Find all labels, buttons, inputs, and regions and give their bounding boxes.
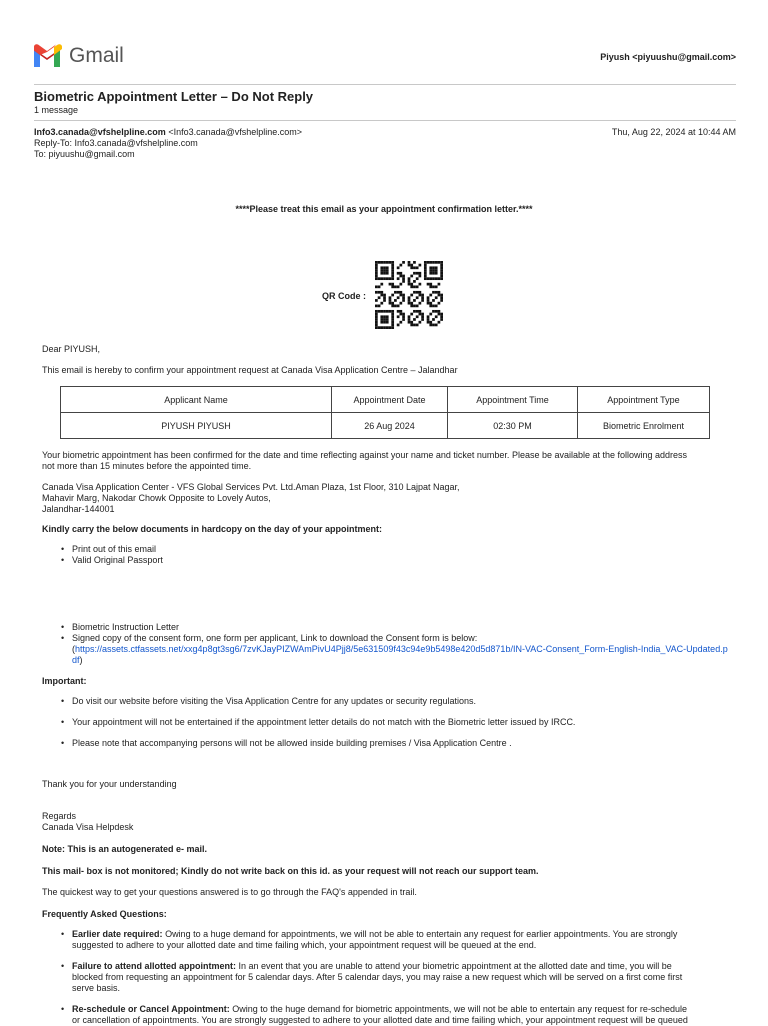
vac-address: [42, 482, 460, 515]
address-line: Canada Visa Application Center - VFS Global Services Pvt. Ltd.Aman Plaza, 1st Floor, 310 Lajpat Nagar,: [42, 482, 460, 492]
sender-address: <Info3.canada@vfshelpline.com>: [168, 127, 303, 137]
list-item: • Signed copy of the consent form, one form per applicant, Link to download the Consent form is below: (https://assets.ctfassets.net/xxg4p8gt3sg6/7zvKJayPIZWAmPivU4Pjj8/5e631509f43c94e9b5498e420d5d871b/IN-VAC-Consent_Form-English-India_VAC-Updated.pdf): [42, 633, 732, 666]
faq-title: Earlier date required:: [72, 929, 163, 939]
confirmation-text: [42, 450, 687, 472]
list-item: • Please note that accompanying persons will not be allowed inside building premises / Visa Application Centre .: [42, 738, 732, 749]
autogenerated-note: Note: This is an autogenerated e- mail.: [42, 844, 208, 854]
gmail-logo-icon: [32, 44, 62, 67]
important-list: [42, 696, 732, 749]
faq-heading: Frequently Asked Questions:: [42, 909, 167, 919]
table-header-row: [61, 387, 710, 413]
account-info: Piyush <piyuushu@gmail.com>: [600, 52, 736, 62]
sender-line: [34, 127, 302, 138]
address-line: Jalandhar-144001: [42, 504, 115, 514]
mailbox-note: This mail- box is not monitored; Kindly do not write back on this id. as your request will not reach our support team.: [42, 866, 539, 876]
address-line: Mahavir Marg, Nakodar Chowk Opposite to Lovely Autos,: [42, 493, 271, 503]
appointment-table: [60, 386, 710, 439]
helpdesk-name: Canada Visa Helpdesk: [42, 822, 134, 832]
consent-form-text: Signed copy of the consent form, one form per applicant, Link to download the Consent form is below:: [72, 633, 478, 643]
appointment-date-cell: 26 Aug 2024: [332, 413, 448, 439]
faq-item: • Earlier date required: Owing to a huge demand for appointments, we will not be able to entertain any request for earlier appointments. You are strongly suggested to adhere to your allotted date and time failing which, your appointment request will be queued at the end.: [42, 929, 732, 951]
applicant-name-cell: PIYUSH PIYUSH: [61, 413, 332, 439]
table-header: Appointment Type: [578, 387, 710, 413]
list-item: • Biometric Instruction Letter: [42, 622, 732, 633]
faq-intro: The quickest way to get your questions answered is to go through the FAQ's appended in trail.: [42, 887, 417, 897]
documents-heading: Kindly carry the below documents in hardcopy on the day of your appointment:: [42, 524, 383, 534]
faq-item: • Failure to attend allotted appointment: In an event that you are unable to attend your biometric appointment at the allotted date and time, you will be blocked from requesting an appointment for 5 calendar days. After 5 calendar days, you may raise a new request which will be served on a first come first serve basis.: [42, 961, 732, 994]
email-subject: Biometric Appointment Letter – Do Not Reply: [34, 89, 314, 104]
subject-divider: [34, 120, 736, 121]
email-date: Thu, Aug 22, 2024 at 10:44 AM: [611, 127, 736, 137]
header-divider: [34, 84, 736, 85]
documents-list: [42, 544, 163, 566]
table-header: Appointment Date: [332, 387, 448, 413]
qr-label: QR Code :: [322, 291, 366, 301]
consent-form-link[interactable]: https://assets.ctfassets.net/xxg4p8gt3sg6/7zvKJayPIZWAmPivU4Pjj8/5e631509f43c94e9b5498e420d5d871b/IN-VAC-Consent_Form-English-India_VAC-Updated.pdf: [72, 644, 728, 665]
table-row: [61, 413, 710, 439]
list-item: • Your appointment will not be entertained if the appointment letter details do not match with the Biometric letter issued by IRCC.: [42, 717, 732, 728]
message-count: 1 message: [34, 105, 79, 115]
important-heading: Important:: [42, 676, 87, 686]
gmail-brand-text: Gmail: [69, 44, 124, 67]
regards-text: Regards: [42, 811, 77, 821]
table-header: Appointment Time: [448, 387, 578, 413]
gmail-logo[interactable]: [32, 43, 132, 69]
confirmation-notice: ****Please treat this email as your appointment confirmation letter.****: [235, 204, 533, 214]
sender-name[interactable]: Info3.canada@vfshelpline.com: [34, 127, 166, 137]
list-item: • Valid Original Passport: [42, 555, 163, 566]
faq-list: [42, 929, 732, 1026]
signature: [42, 811, 133, 833]
faq-item: • Re-schedule or Cancel Appointment: Owing to the huge demand for biometric appointments, we will not be able to entertain any request for re-schedule or cancellation of appointments. You are strongly suggested to adhere to your allotted date and time failing which, your appointment request will be queued: [42, 1004, 732, 1026]
reply-to: Reply-To: Info3.canada@vfshelpline.com: [34, 138, 198, 148]
qr-code-image: [375, 261, 443, 329]
thanks-text: Thank you for your understanding: [42, 779, 177, 789]
table-header: Applicant Name: [61, 387, 332, 413]
confirmation-line: not more than 15 minutes before the appointed time.: [42, 461, 252, 471]
list-item: • Do visit our website before visiting the Visa Application Centre for any updates or security regulations.: [42, 696, 732, 707]
appointment-time-cell: 02:30 PM: [448, 413, 578, 439]
recipient: To: piyuushu@gmail.com: [34, 149, 135, 159]
appointment-type-cell: Biometric Enrolment: [578, 413, 710, 439]
intro-text: This email is hereby to confirm your appointment request at Canada Visa Application Centre – Jalandhar: [42, 365, 458, 375]
list-item: • Print out of this email: [42, 544, 163, 555]
documents-list-continued: [42, 622, 732, 666]
greeting: Dear PIYUSH,: [42, 344, 101, 354]
faq-title: Re-schedule or Cancel Appointment:: [72, 1004, 230, 1014]
confirmation-line: Your biometric appointment has been confirmed for the date and time reflecting against your name and ticket number. Please be available at the following address: [42, 450, 688, 460]
faq-title: Failure to attend allotted appointment:: [72, 961, 236, 971]
